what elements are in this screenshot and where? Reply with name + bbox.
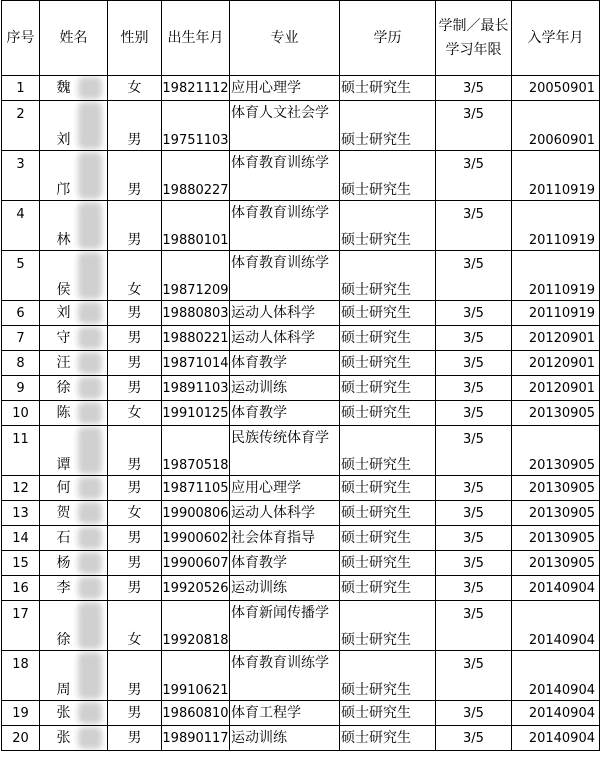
row-index: 1: [2, 76, 40, 101]
row-years: 3/5: [436, 476, 512, 501]
name-redaction-mask: [78, 427, 102, 474]
row-name-cell: [40, 151, 108, 201]
row-index: 13: [2, 501, 40, 526]
row-name-cell: [40, 301, 108, 326]
header-name: 姓名: [40, 1, 108, 76]
row-birth: 19910125: [162, 401, 230, 426]
name-redaction-mask: [78, 552, 102, 574]
row-name-cell: [40, 101, 108, 151]
row-degree: 硕士研究生: [340, 101, 436, 151]
row-name: 李: [56, 579, 71, 596]
row-name: 侯: [56, 282, 71, 298]
row-name: 魏: [56, 79, 71, 96]
row-name: 周: [56, 682, 71, 698]
row-name-cell: [40, 326, 108, 351]
header-major: 专业: [230, 1, 340, 76]
row-index: 2: [2, 101, 40, 151]
row-name-cell: [40, 376, 108, 401]
row-major: 体育教学: [230, 351, 340, 376]
row-gender: 男: [108, 301, 162, 326]
row-major: 运动训练: [230, 376, 340, 401]
row-major: 运动人体科学: [230, 301, 340, 326]
row-index: 8: [2, 351, 40, 376]
row-enroll: 20110919: [512, 251, 600, 301]
row-name: 邝: [56, 182, 71, 198]
table-row: [2, 201, 600, 251]
header-enroll: 入学年月: [512, 1, 600, 76]
row-name: 刘: [56, 304, 71, 321]
row-degree: 硕士研究生: [340, 576, 436, 601]
row-enroll: 20140904: [512, 601, 600, 651]
row-gender: 男: [108, 476, 162, 501]
row-index: 5: [2, 251, 40, 301]
row-degree: 硕士研究生: [340, 601, 436, 651]
row-birth: 19870518: [162, 426, 230, 476]
row-name-cell: [40, 701, 108, 726]
row-gender: 男: [108, 351, 162, 376]
row-name: 汪: [56, 354, 71, 371]
row-degree: 硕士研究生: [340, 301, 436, 326]
table-row: [2, 576, 600, 601]
table-row: [2, 401, 600, 426]
row-years: 3/5: [436, 251, 512, 301]
name-redaction-mask: [78, 477, 102, 499]
table-row: [2, 551, 600, 576]
row-years: 3/5: [436, 526, 512, 551]
row-enroll: 20130905: [512, 401, 600, 426]
row-birth: 19871014: [162, 351, 230, 376]
row-years: 3/5: [436, 376, 512, 401]
row-enroll: 20130905: [512, 501, 600, 526]
name-redaction-mask: [78, 202, 102, 249]
row-birth: 19920526: [162, 576, 230, 601]
row-major: 社会体育指导: [230, 526, 340, 551]
row-birth: 19900602: [162, 526, 230, 551]
header-birth: 出生年月: [162, 1, 230, 76]
table-row: [2, 651, 600, 701]
row-birth: 19900607: [162, 551, 230, 576]
row-name-cell: [40, 401, 108, 426]
row-years: 3/5: [436, 501, 512, 526]
row-major: 体育教学: [230, 551, 340, 576]
header-row: [2, 1, 600, 76]
name-redaction-mask: [78, 77, 102, 99]
row-birth: 19821112: [162, 76, 230, 101]
row-enroll: 20050901: [512, 76, 600, 101]
name-redaction-mask: [78, 352, 102, 374]
row-name-cell: [40, 251, 108, 301]
row-index: 15: [2, 551, 40, 576]
table-row: [2, 476, 600, 501]
row-major: 体育教学: [230, 401, 340, 426]
row-major: 应用心理学: [230, 476, 340, 501]
row-enroll: 20110919: [512, 201, 600, 251]
row-gender: 男: [108, 576, 162, 601]
row-gender: 男: [108, 551, 162, 576]
row-name: 林: [56, 232, 71, 248]
row-name-cell: [40, 651, 108, 701]
row-enroll: 20110919: [512, 301, 600, 326]
row-index: 9: [2, 376, 40, 401]
row-enroll: 20120901: [512, 326, 600, 351]
row-name: 刘: [56, 132, 71, 148]
row-name-cell: [40, 551, 108, 576]
row-gender: 男: [108, 701, 162, 726]
row-birth: 19751103: [162, 101, 230, 151]
row-enroll: 20130905: [512, 426, 600, 476]
row-major: 体育教育训练学: [230, 251, 340, 301]
row-enroll: 20120901: [512, 351, 600, 376]
row-gender: 女: [108, 76, 162, 101]
row-major: 体育新闻传播学: [230, 601, 340, 651]
row-major: 运动训练: [230, 726, 340, 751]
row-index: 14: [2, 526, 40, 551]
row-name-cell: [40, 526, 108, 551]
row-gender: 女: [108, 251, 162, 301]
header-years: 学制／最长学习年限: [436, 1, 512, 76]
row-birth: 19910621: [162, 651, 230, 701]
row-index: 10: [2, 401, 40, 426]
header-index: 序号: [2, 1, 40, 76]
row-name: 贺: [56, 504, 71, 521]
row-major: 民族传统体育学: [230, 426, 340, 476]
table-row: [2, 301, 600, 326]
row-years: 3/5: [436, 326, 512, 351]
row-enroll: 20130905: [512, 526, 600, 551]
row-gender: 男: [108, 526, 162, 551]
row-birth: 19920818: [162, 601, 230, 651]
row-degree: 硕士研究生: [340, 551, 436, 576]
row-index: 17: [2, 601, 40, 651]
row-enroll: 20130905: [512, 551, 600, 576]
name-redaction-mask: [78, 652, 102, 699]
row-index: 19: [2, 701, 40, 726]
row-name-cell: [40, 601, 108, 651]
row-gender: 男: [108, 426, 162, 476]
row-degree: 硕士研究生: [340, 151, 436, 201]
row-name: 陈: [56, 404, 71, 421]
row-name-cell: [40, 476, 108, 501]
row-degree: 硕士研究生: [340, 501, 436, 526]
row-birth: 19880221: [162, 326, 230, 351]
table-row: [2, 601, 600, 651]
row-enroll: 20110919: [512, 151, 600, 201]
row-gender: 男: [108, 376, 162, 401]
row-degree: 硕士研究生: [340, 201, 436, 251]
row-name: 杨: [56, 554, 71, 571]
row-major: 应用心理学: [230, 76, 340, 101]
table-row: [2, 351, 600, 376]
table-row: [2, 151, 600, 201]
row-degree: 硕士研究生: [340, 76, 436, 101]
row-major: 体育工程学: [230, 701, 340, 726]
row-years: 3/5: [436, 201, 512, 251]
row-degree: 硕士研究生: [340, 426, 436, 476]
row-gender: 男: [108, 326, 162, 351]
name-redaction-mask: [78, 602, 102, 649]
row-years: 3/5: [436, 76, 512, 101]
row-name: 徐: [56, 632, 71, 648]
row-years: 3/5: [436, 576, 512, 601]
row-degree: 硕士研究生: [340, 651, 436, 701]
row-gender: 女: [108, 401, 162, 426]
row-index: 11: [2, 426, 40, 476]
row-major: 运动人体科学: [230, 326, 340, 351]
row-name-cell: [40, 426, 108, 476]
name-redaction-mask: [78, 577, 102, 599]
row-name-cell: [40, 501, 108, 526]
row-enroll: 20140904: [512, 651, 600, 701]
table-row: [2, 251, 600, 301]
row-years: 3/5: [436, 351, 512, 376]
student-table: [1, 0, 600, 751]
name-redaction-mask: [78, 152, 102, 199]
row-years: 3/5: [436, 726, 512, 751]
name-redaction-mask: [78, 327, 102, 349]
row-name: 张: [56, 729, 71, 746]
row-birth: 19880227: [162, 151, 230, 201]
row-enroll: 20140904: [512, 726, 600, 751]
row-index: 3: [2, 151, 40, 201]
name-redaction-mask: [78, 702, 102, 724]
table-row: [2, 426, 600, 476]
table-row: [2, 101, 600, 151]
row-years: 3/5: [436, 651, 512, 701]
table-row: [2, 701, 600, 726]
row-enroll: 20060901: [512, 101, 600, 151]
row-major: 运动训练: [230, 576, 340, 601]
row-years: 3/5: [436, 151, 512, 201]
name-redaction-mask: [78, 252, 102, 299]
table-row: [2, 501, 600, 526]
row-gender: 女: [108, 501, 162, 526]
row-gender: 女: [108, 601, 162, 651]
row-birth: 19860810: [162, 701, 230, 726]
row-name: 徐: [56, 379, 71, 396]
row-name-cell: [40, 76, 108, 101]
header-degree: 学历: [340, 1, 436, 76]
name-redaction-mask: [78, 102, 102, 149]
name-redaction-mask: [78, 727, 102, 749]
row-major: 体育教育训练学: [230, 151, 340, 201]
row-degree: 硕士研究生: [340, 476, 436, 501]
row-enroll: 20120901: [512, 376, 600, 401]
row-gender: 男: [108, 651, 162, 701]
row-major: 运动人体科学: [230, 501, 340, 526]
row-years: 3/5: [436, 551, 512, 576]
row-index: 16: [2, 576, 40, 601]
row-years: 3/5: [436, 601, 512, 651]
row-name-cell: [40, 726, 108, 751]
row-index: 7: [2, 326, 40, 351]
name-redaction-mask: [78, 302, 102, 324]
row-birth: 19890117: [162, 726, 230, 751]
name-redaction-mask: [78, 402, 102, 424]
row-name-cell: [40, 201, 108, 251]
row-birth: 19871209: [162, 251, 230, 301]
table-row: [2, 726, 600, 751]
row-name: 守: [56, 329, 71, 346]
row-major: 体育教育训练学: [230, 651, 340, 701]
row-years: 3/5: [436, 401, 512, 426]
row-index: 4: [2, 201, 40, 251]
row-name: 石: [56, 529, 71, 546]
row-birth: 19880803: [162, 301, 230, 326]
header-gender: 性别: [108, 1, 162, 76]
row-enroll: 20130905: [512, 476, 600, 501]
row-major: 体育教育训练学: [230, 201, 340, 251]
row-degree: 硕士研究生: [340, 701, 436, 726]
row-birth: 19880101: [162, 201, 230, 251]
row-degree: 硕士研究生: [340, 726, 436, 751]
row-gender: 男: [108, 151, 162, 201]
row-name: 谭: [56, 457, 71, 473]
row-name-cell: [40, 351, 108, 376]
row-name-cell: [40, 576, 108, 601]
row-index: 12: [2, 476, 40, 501]
row-gender: 男: [108, 726, 162, 751]
row-index: 20: [2, 726, 40, 751]
table-row: [2, 376, 600, 401]
row-degree: 硕士研究生: [340, 326, 436, 351]
table-row: [2, 526, 600, 551]
name-redaction-mask: [78, 527, 102, 549]
name-redaction-mask: [78, 377, 102, 399]
row-enroll: 20140904: [512, 576, 600, 601]
row-degree: 硕士研究生: [340, 376, 436, 401]
row-gender: 男: [108, 101, 162, 151]
row-degree: 硕士研究生: [340, 251, 436, 301]
row-index: 6: [2, 301, 40, 326]
row-index: 18: [2, 651, 40, 701]
row-enroll: 20140904: [512, 701, 600, 726]
row-degree: 硕士研究生: [340, 351, 436, 376]
table-body: [2, 76, 600, 751]
row-gender: 男: [108, 201, 162, 251]
row-name: 张: [56, 704, 71, 721]
row-years: 3/5: [436, 101, 512, 151]
row-birth: 19871105: [162, 476, 230, 501]
table-row: [2, 326, 600, 351]
row-years: 3/5: [436, 301, 512, 326]
row-birth: 19900806: [162, 501, 230, 526]
name-redaction-mask: [78, 502, 102, 524]
row-years: 3/5: [436, 426, 512, 476]
row-degree: 硕士研究生: [340, 526, 436, 551]
table-row: [2, 76, 600, 101]
row-major: 体育人文社会学: [230, 101, 340, 151]
row-years: 3/5: [436, 701, 512, 726]
row-degree: 硕士研究生: [340, 401, 436, 426]
row-name: 何: [56, 479, 71, 496]
row-birth: 19891103: [162, 376, 230, 401]
